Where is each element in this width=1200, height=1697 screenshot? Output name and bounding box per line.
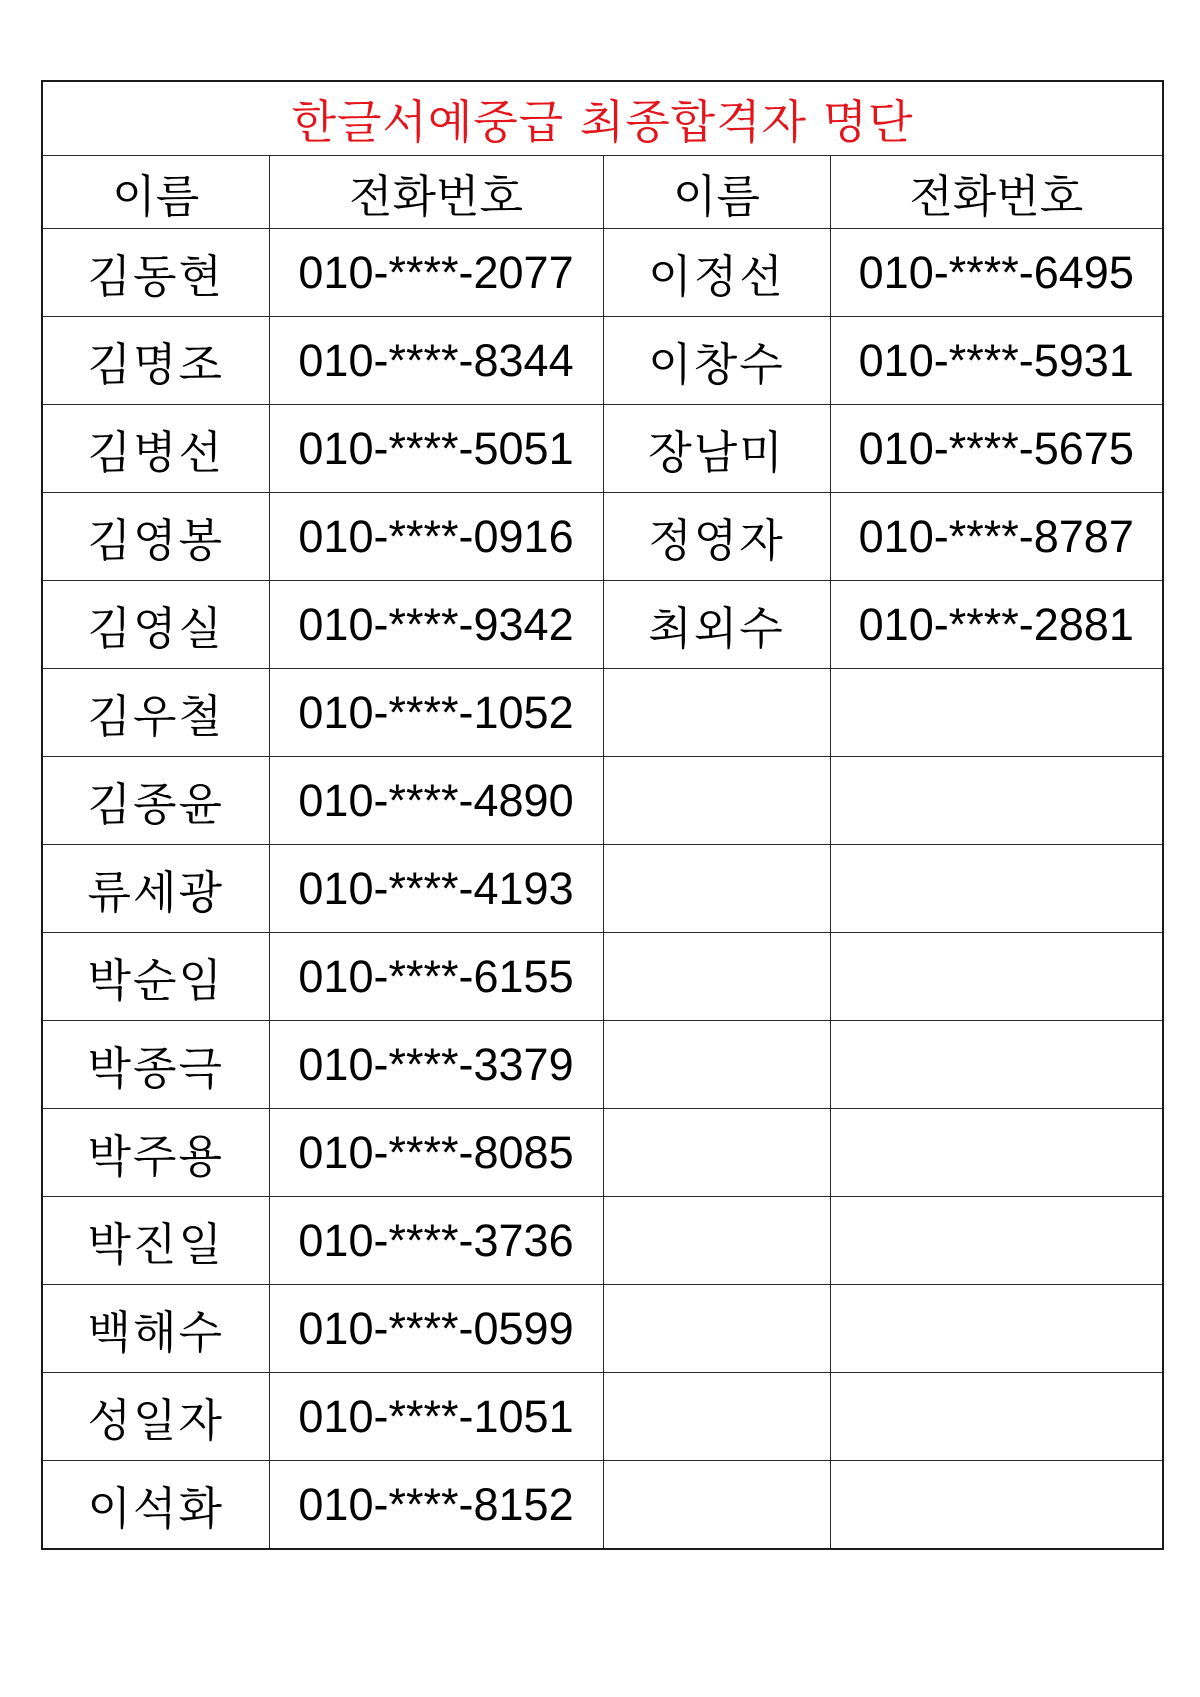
- right-phone-cell: [830, 1021, 1163, 1109]
- left-phone-cell: 010-****-3379: [269, 1021, 603, 1109]
- right-name-cell: [603, 1285, 830, 1373]
- left-name-cell: 김우철: [42, 669, 269, 757]
- right-phone-cell: [830, 1109, 1163, 1197]
- table-row: [42, 1197, 1163, 1285]
- right-name-cell: [603, 933, 830, 1021]
- table-row: [42, 669, 1163, 757]
- left-phone-cell: 010-****-6155: [269, 933, 603, 1021]
- table-row: [42, 845, 1163, 933]
- right-phone-cell: [830, 933, 1163, 1021]
- right-phone-cell: 010-****-5931: [830, 317, 1163, 405]
- left-phone-cell: 010-****-2077: [269, 229, 603, 317]
- left-phone-cell: 010-****-1051: [269, 1373, 603, 1461]
- header-name-right: 이름: [603, 156, 830, 229]
- table-row: [42, 1285, 1163, 1373]
- left-name-cell: 김병선: [42, 405, 269, 493]
- right-name-cell: 이정선: [603, 229, 830, 317]
- right-phone-cell: [830, 757, 1163, 845]
- left-phone-cell: 010-****-1052: [269, 669, 603, 757]
- left-name-cell: 류세광: [42, 845, 269, 933]
- right-phone-cell: 010-****-5675: [830, 405, 1163, 493]
- right-phone-cell: [830, 1285, 1163, 1373]
- left-phone-cell: 010-****-8344: [269, 317, 603, 405]
- right-name-cell: 정영자: [603, 493, 830, 581]
- right-phone-cell: [830, 1373, 1163, 1461]
- left-phone-cell: 010-****-0599: [269, 1285, 603, 1373]
- left-name-cell: 박주용: [42, 1109, 269, 1197]
- left-name-cell: 박종극: [42, 1021, 269, 1109]
- right-phone-cell: 010-****-2881: [830, 581, 1163, 669]
- right-name-cell: [603, 1373, 830, 1461]
- right-name-cell: 이창수: [603, 317, 830, 405]
- right-phone-cell: [830, 669, 1163, 757]
- right-phone-cell: [830, 1461, 1163, 1550]
- header-phone-right: 전화번호: [830, 156, 1163, 229]
- table-row: [42, 405, 1163, 493]
- right-name-cell: [603, 669, 830, 757]
- header-row: [42, 156, 1163, 229]
- table-row: [42, 1461, 1163, 1550]
- left-name-cell: 김명조: [42, 317, 269, 405]
- right-phone-cell: [830, 1197, 1163, 1285]
- left-phone-cell: 010-****-4193: [269, 845, 603, 933]
- left-phone-cell: 010-****-5051: [269, 405, 603, 493]
- table-row: [42, 1373, 1163, 1461]
- table-row: [42, 1021, 1163, 1109]
- right-name-cell: [603, 845, 830, 933]
- right-phone-cell: [830, 845, 1163, 933]
- header-name-left: 이름: [42, 156, 269, 229]
- left-name-cell: 김영봉: [42, 493, 269, 581]
- left-name-cell: 박순임: [42, 933, 269, 1021]
- left-name-cell: 박진일: [42, 1197, 269, 1285]
- right-name-cell: [603, 757, 830, 845]
- roster-body: [42, 81, 1163, 1549]
- left-name-cell: 성일자: [42, 1373, 269, 1461]
- table-row: [42, 581, 1163, 669]
- left-name-cell: 이석화: [42, 1461, 269, 1550]
- left-phone-cell: 010-****-0916: [269, 493, 603, 581]
- right-name-cell: [603, 1109, 830, 1197]
- right-phone-cell: 010-****-8787: [830, 493, 1163, 581]
- left-name-cell: 김영실: [42, 581, 269, 669]
- left-name-cell: 백해수: [42, 1285, 269, 1373]
- table-row: [42, 933, 1163, 1021]
- table-row: [42, 229, 1163, 317]
- left-phone-cell: 010-****-4890: [269, 757, 603, 845]
- left-phone-cell: 010-****-3736: [269, 1197, 603, 1285]
- left-phone-cell: 010-****-8152: [269, 1461, 603, 1550]
- right-phone-cell: 010-****-6495: [830, 229, 1163, 317]
- right-name-cell: [603, 1197, 830, 1285]
- table-row: [42, 317, 1163, 405]
- left-name-cell: 김종윤: [42, 757, 269, 845]
- roster-table: [41, 80, 1164, 1550]
- right-name-cell: 최외수: [603, 581, 830, 669]
- left-phone-cell: 010-****-9342: [269, 581, 603, 669]
- left-name-cell: 김동현: [42, 229, 269, 317]
- document-title: 한글서예중급 최종합격자 명단: [42, 81, 1163, 156]
- left-phone-cell: 010-****-8085: [269, 1109, 603, 1197]
- header-phone-left: 전화번호: [269, 156, 603, 229]
- table-row: [42, 1109, 1163, 1197]
- table-row: [42, 493, 1163, 581]
- title-row: [42, 81, 1163, 156]
- right-name-cell: [603, 1021, 830, 1109]
- table-row: [42, 757, 1163, 845]
- right-name-cell: [603, 1461, 830, 1550]
- right-name-cell: 장남미: [603, 405, 830, 493]
